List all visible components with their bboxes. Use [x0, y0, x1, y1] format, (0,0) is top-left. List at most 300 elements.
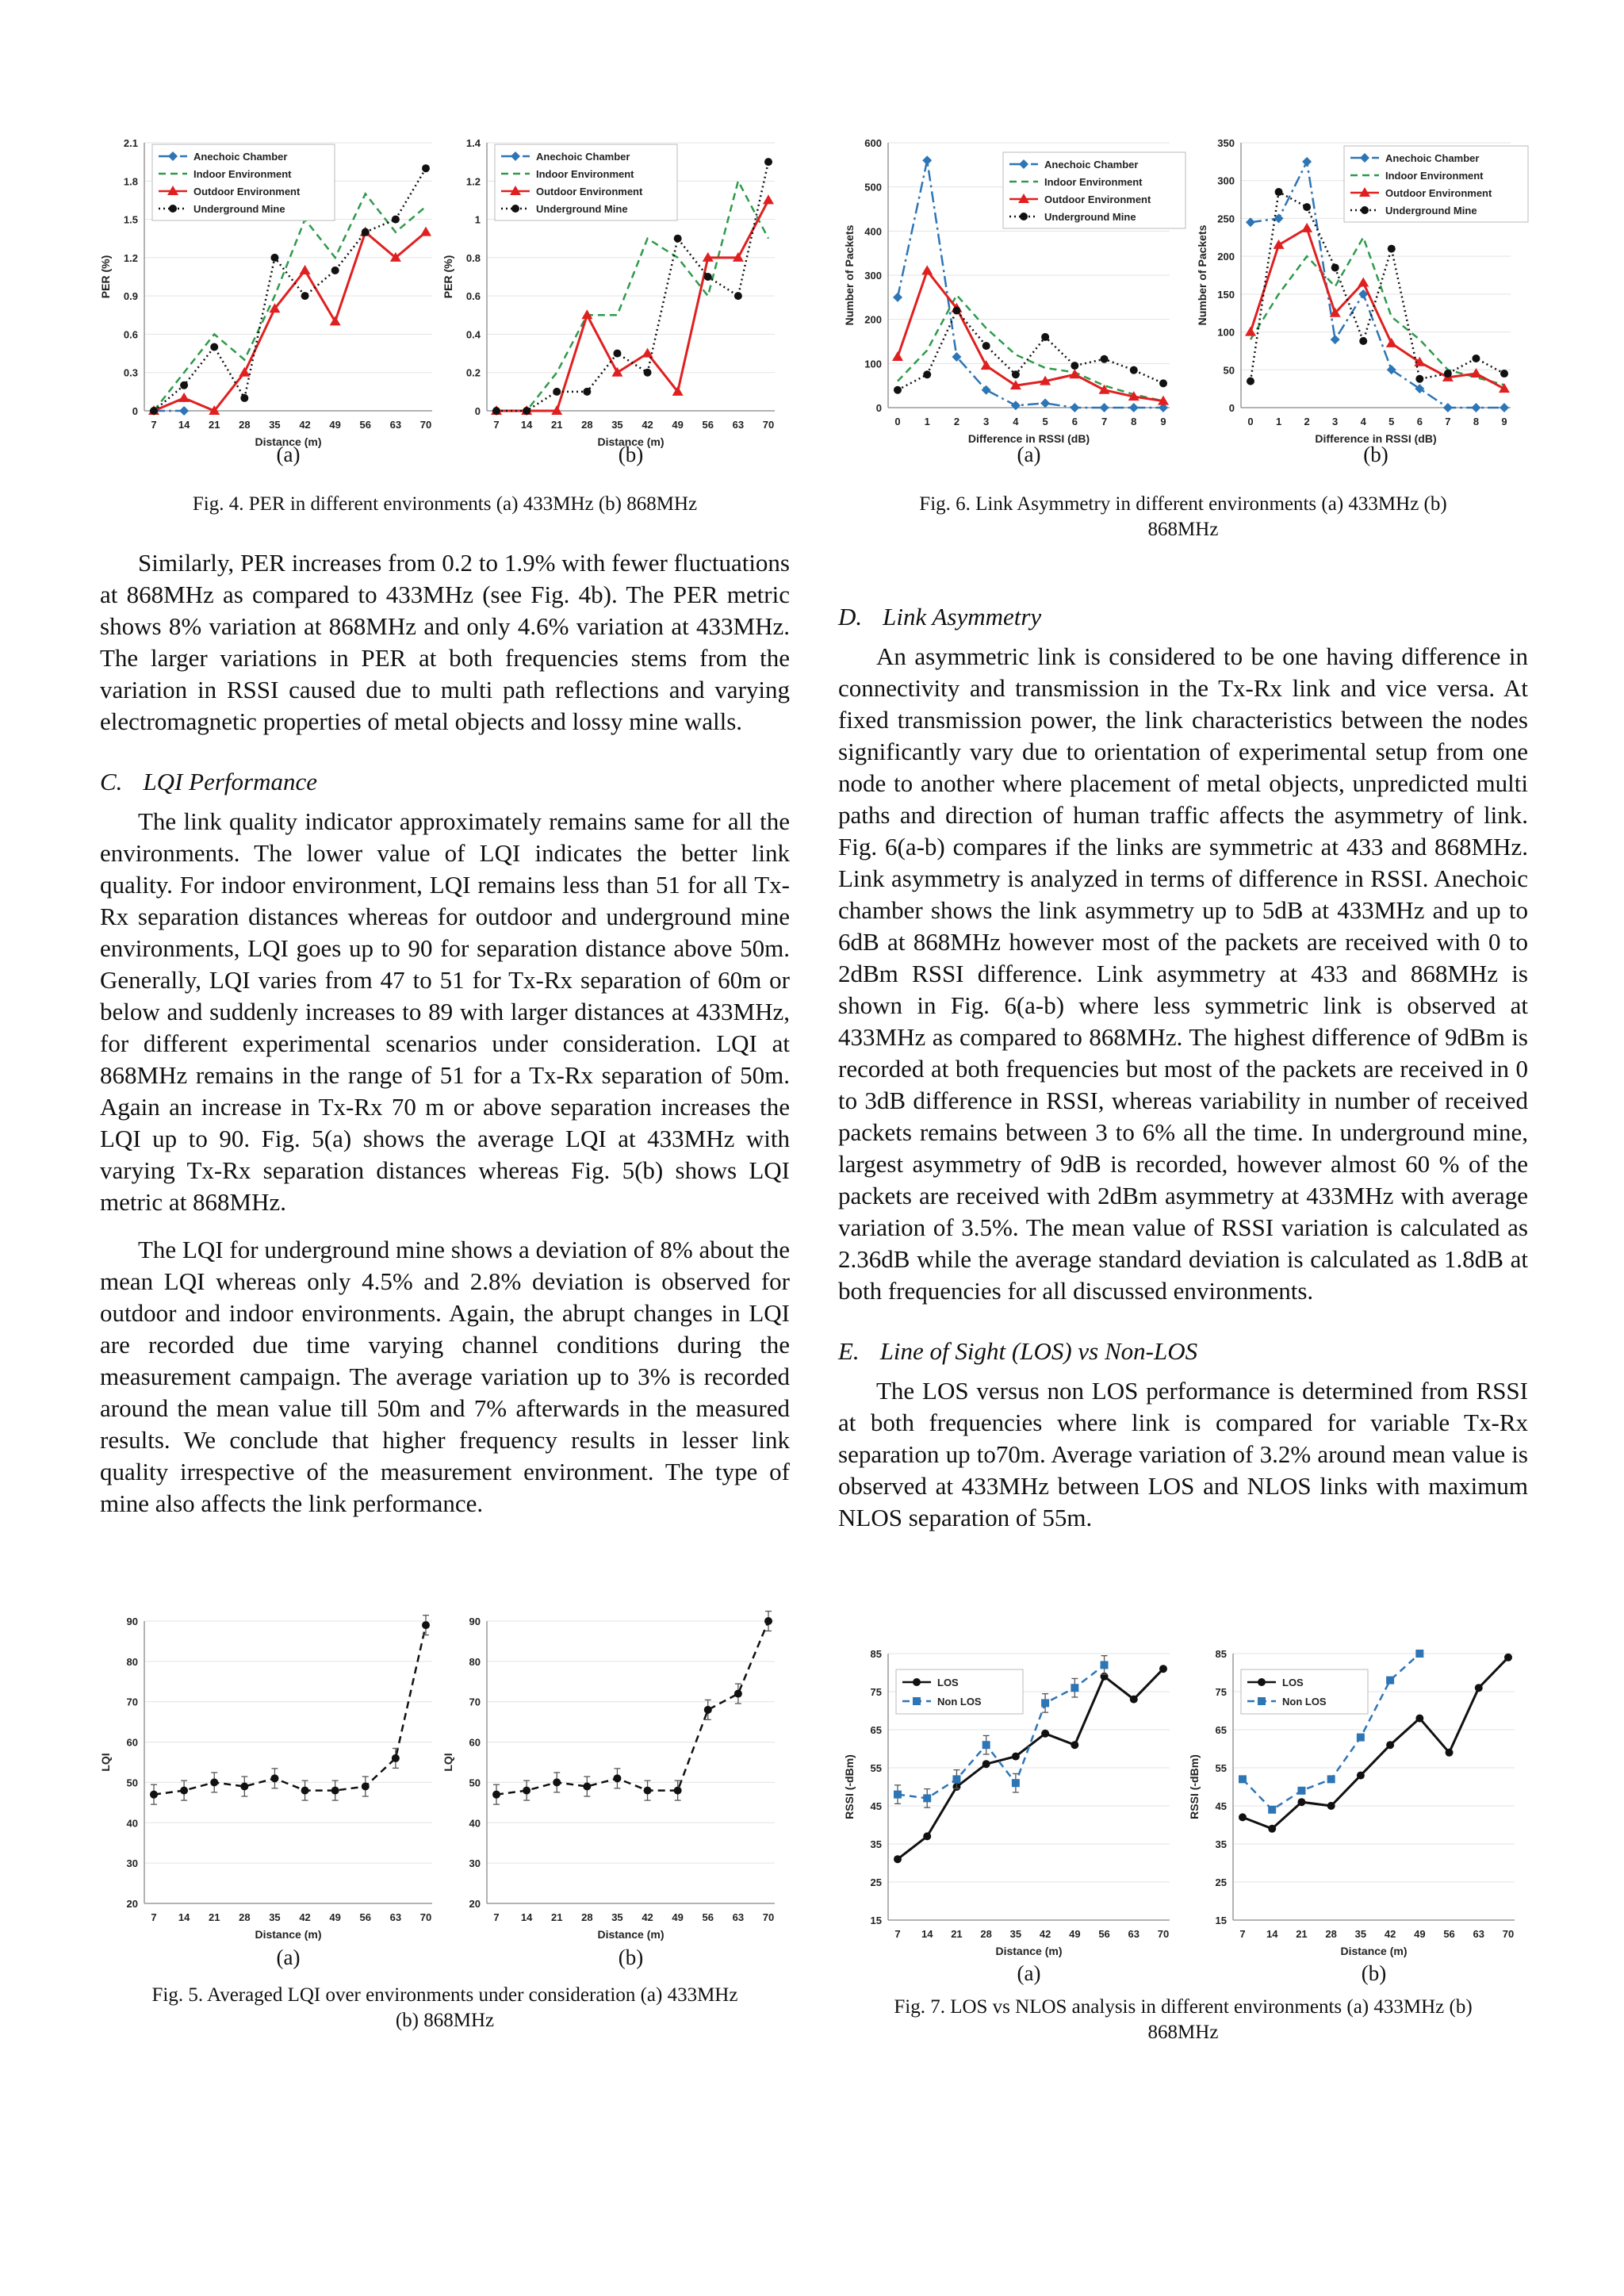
data-point	[553, 388, 561, 396]
data-point	[763, 194, 774, 204]
legend-label: Indoor Environment	[1385, 170, 1484, 182]
y-tick-label: 0.3	[123, 366, 138, 379]
legend-label: Underground Mine	[1044, 211, 1136, 223]
paragraph: The LQI for underground mine shows a deviation of 8% about the mean LQI whereas only 4.5% and 2.8% deviation is observed for outdoor and indoor environments. Again, the abrupt changes in LQI are recorded due time varying channel conditions during the measurement campaign. The average variation up to 3% is recorded around the mean value till 50m and 7% afterwards in the measured results. We conclude that higher frequency results in lesser link quality irrespective of the measurement environment. The type of mine also affects the link performance.	[100, 1236, 790, 1517]
series-line	[898, 270, 1163, 401]
data-point	[1070, 403, 1079, 412]
fig7a-chart	[833, 1638, 1182, 1987]
x-tick-label: 63	[1473, 1928, 1485, 1940]
data-point	[1100, 403, 1109, 412]
legend-label: LOS	[1282, 1677, 1304, 1688]
legend-marker	[1020, 213, 1028, 220]
fig4a-chart	[95, 135, 444, 468]
series-line	[154, 232, 426, 411]
data-point	[982, 342, 990, 350]
data-point	[921, 265, 933, 274]
fig7-caption: Fig. 7. LOS vs NLOS analysis in different environments (a) 433MHz (b) 868MHz	[894, 1996, 1473, 2043]
legend-label: Underground Mine	[1385, 205, 1477, 217]
x-tick-label: 9	[1501, 416, 1507, 427]
section-heading	[838, 601, 1528, 633]
y-tick-label: 90	[126, 1616, 138, 1627]
legend-label: Indoor Environment	[193, 168, 292, 180]
data-point	[1239, 1813, 1247, 1821]
y-tick-label: 0.6	[123, 328, 138, 341]
legend-marker	[1258, 1697, 1266, 1705]
data-point	[422, 1621, 430, 1629]
y-tick-label: 85	[1215, 1648, 1227, 1660]
y-tick-label: 75	[870, 1686, 882, 1698]
data-point	[1475, 1684, 1483, 1692]
x-tick-label: 8	[1131, 416, 1137, 427]
y-tick-label: 55	[1215, 1762, 1227, 1774]
data-point	[1012, 1779, 1020, 1787]
x-tick-label: 3	[983, 416, 990, 427]
x-tick-label: 0	[894, 416, 901, 427]
data-point	[674, 235, 682, 243]
paragraph: The link quality indicator approximately remains same for all the environments. The lower value of LQI indicates the better link quality. For indoor environment, LQI remains less than 51 for all Tx-Rx separation distances whereas for outdoor and underground mine environments, LQI goes up to 90 for separation distance above 50m. Generally, LQI varies from 47 to 51 for Tx-Rx separation of 60m or below and suddenly increases to 89 with larger distances at 433MHz, for different experimental scenarios under consideration. LQI at 868MHz remains in the range of 51 for a Tx-Rx separation of 50m. Again an increase in Tx-Rx 70 m or above separation increases the LQI up to 90. Fig. 5(a) shows the average LQI at 433MHz with varying Tx-Rx separation distances whereas Fig. 5(b) shows LQI metric at 868MHz.	[100, 807, 790, 1216]
x-tick-label: 7	[151, 1911, 157, 1923]
x-tick-label: 70	[1502, 1928, 1515, 1940]
y-tick-label: 600	[864, 137, 882, 149]
data-point	[1101, 355, 1109, 363]
x-tick-label: 7	[151, 419, 157, 431]
data-point	[300, 265, 311, 274]
x-tick-label: 42	[642, 419, 653, 431]
data-point	[1388, 245, 1396, 253]
y-tick-label: 65	[1215, 1724, 1227, 1736]
y-tick-label: 50	[469, 1777, 481, 1789]
data-point	[1386, 1677, 1394, 1685]
data-point	[1358, 278, 1369, 287]
data-point	[1357, 1772, 1365, 1780]
data-point	[492, 1791, 500, 1799]
data-point	[1446, 1749, 1454, 1757]
y-tick-label: 85	[870, 1648, 882, 1660]
fig6b-chart	[1185, 135, 1534, 468]
data-point	[1415, 1650, 1423, 1658]
fig6-caption: Fig. 6. Link Asymmetry in different environments (a) 433MHz (b) 868MHz	[919, 493, 1447, 540]
y-tick-label: 40	[126, 1817, 138, 1830]
x-tick-label: 7	[1445, 416, 1451, 427]
y-tick-label: 15	[870, 1915, 882, 1926]
y-tick-label: 0.8	[465, 251, 481, 264]
legend-label: Anechoic Chamber	[536, 151, 630, 163]
data-point	[613, 350, 621, 358]
x-axis-label: Distance (m)	[255, 1928, 322, 1941]
data-point	[893, 293, 902, 302]
legend-label: Underground Mine	[193, 203, 285, 215]
data-point	[923, 370, 931, 378]
y-axis-label: LQI	[442, 1753, 454, 1772]
x-tick-label: 6	[1416, 416, 1423, 427]
data-point	[1129, 403, 1139, 412]
figure-7b	[1178, 1638, 1526, 1987]
data-point	[1071, 1684, 1078, 1692]
data-point	[1415, 1715, 1423, 1723]
x-axis-label: Difference in RSSI (dB)	[967, 432, 1090, 445]
y-tick-label: 80	[126, 1655, 138, 1668]
y-tick-label: 20	[126, 1898, 138, 1910]
x-tick-label: 5	[1042, 416, 1048, 427]
series-lqi	[492, 1612, 772, 1805]
y-tick-label: 200	[864, 313, 882, 326]
data-point	[1415, 375, 1423, 383]
data-point	[331, 1787, 339, 1795]
y-tick-label: 90	[469, 1616, 481, 1627]
chart-legend	[1241, 1669, 1368, 1714]
chart-legend	[152, 144, 335, 220]
section-title: Line of Sight (LOS) vs Non-LOS	[879, 1337, 1198, 1365]
figure-4	[95, 135, 444, 468]
legend-label: Outdoor Environment	[536, 186, 643, 197]
x-tick-label: 70	[419, 419, 432, 431]
data-point	[1303, 203, 1311, 211]
y-tick-label: 0.6	[465, 290, 481, 303]
x-tick-label: 56	[702, 1911, 714, 1923]
data-point	[1012, 1753, 1020, 1761]
data-point	[150, 407, 158, 415]
legend-label: Indoor Environment	[1044, 176, 1143, 188]
legend-marker	[1258, 1678, 1266, 1686]
data-point	[923, 1832, 931, 1840]
data-point	[982, 1760, 990, 1768]
x-tick-label: 49	[329, 1911, 341, 1923]
data-point	[1247, 378, 1254, 385]
y-tick-label: 65	[870, 1724, 882, 1736]
data-point	[1041, 1699, 1049, 1707]
y-tick-label: 60	[469, 1736, 481, 1749]
data-point	[952, 307, 960, 315]
sub-caption: (b)	[618, 443, 644, 466]
series-line	[154, 194, 426, 411]
y-tick-label: 35	[870, 1838, 882, 1850]
data-point	[644, 369, 652, 377]
chart-legend	[1003, 152, 1185, 228]
x-tick-label: 21	[1296, 1928, 1308, 1940]
data-point	[1246, 217, 1255, 227]
series-outdoor-environment	[892, 265, 1169, 404]
legend-label: Outdoor Environment	[193, 186, 301, 197]
y-tick-label: 300	[1217, 174, 1235, 187]
series-indoor-environment	[154, 194, 426, 411]
x-tick-label: 56	[359, 1911, 372, 1923]
x-tick-label: 28	[581, 419, 593, 431]
y-tick-label: 2.1	[123, 137, 138, 149]
data-point	[1101, 1661, 1109, 1669]
data-point	[1041, 1730, 1049, 1738]
data-point	[952, 1775, 960, 1783]
y-tick-label: 1.4	[465, 137, 481, 149]
x-tick-label: 63	[732, 419, 745, 431]
data-point	[523, 1787, 530, 1795]
data-point	[240, 1783, 248, 1791]
x-tick-label: 49	[1069, 1928, 1081, 1940]
data-point	[1012, 370, 1020, 378]
legend-label: Non LOS	[937, 1696, 982, 1708]
data-point	[330, 316, 341, 325]
fig5b-chart	[438, 1610, 787, 1971]
data-point	[1500, 403, 1509, 412]
data-point	[1040, 398, 1050, 408]
x-tick-label: 35	[269, 1911, 281, 1923]
x-tick-label: 14	[520, 1911, 533, 1923]
data-point	[492, 407, 500, 415]
y-tick-label: 0	[474, 405, 481, 417]
y-axis-label: LQI	[99, 1753, 112, 1772]
x-tick-label: 35	[611, 419, 623, 431]
data-point	[894, 1791, 902, 1799]
figure-5	[95, 1610, 444, 1971]
data-point	[1500, 370, 1508, 378]
x-tick-label: 35	[1009, 1928, 1022, 1940]
x-axis-label: Distance (m)	[995, 1945, 1063, 1957]
data-point	[239, 367, 250, 377]
x-axis-label: Difference in RSSI (dB)	[1315, 432, 1437, 445]
sub-caption: (b)	[1363, 443, 1388, 466]
data-point	[331, 266, 339, 274]
x-tick-label: 7	[1101, 416, 1108, 427]
x-tick-label: 2	[953, 416, 960, 427]
x-axis-label: Distance (m)	[1340, 1945, 1408, 1957]
figure-6	[833, 135, 1189, 468]
data-point	[1297, 1787, 1305, 1795]
section-heading	[100, 766, 790, 798]
data-point	[210, 1778, 218, 1786]
y-tick-label: 40	[469, 1817, 481, 1830]
legend-label: Anechoic Chamber	[193, 151, 288, 163]
y-tick-label: 30	[126, 1857, 138, 1870]
data-point	[180, 381, 188, 389]
data-point	[178, 393, 190, 402]
data-point	[240, 394, 248, 402]
fig5a-chart	[95, 1610, 444, 1971]
x-tick-label: 35	[611, 1911, 623, 1923]
x-tick-label: 42	[642, 1911, 653, 1923]
data-point	[1159, 379, 1167, 387]
data-point	[922, 155, 932, 165]
y-tick-label: 70	[126, 1696, 138, 1708]
data-point	[894, 1855, 902, 1863]
data-point	[392, 216, 400, 224]
x-tick-label: 21	[550, 419, 563, 431]
data-point	[764, 158, 772, 166]
x-tick-label: 2	[1304, 416, 1310, 427]
data-point	[553, 1778, 561, 1786]
data-point	[704, 1706, 712, 1714]
data-point	[1443, 403, 1453, 412]
fig7b-chart	[1178, 1638, 1526, 1987]
figure-4b	[438, 135, 787, 468]
sub-caption: (a)	[1017, 1961, 1041, 1985]
y-tick-label: 75	[1215, 1686, 1227, 1698]
data-point	[1444, 370, 1452, 378]
data-point	[583, 388, 591, 396]
series-outdoor-environment	[491, 194, 774, 415]
x-tick-label: 35	[269, 419, 281, 431]
data-point	[704, 273, 712, 281]
y-tick-label: 0.4	[465, 328, 481, 341]
chart-legend	[495, 144, 677, 220]
fig4-caption: Fig. 4. PER in different environments (a) 433MHz (b) 868MHz	[192, 493, 698, 515]
y-tick-label: 0	[875, 402, 882, 414]
figure-7	[833, 1638, 1182, 1987]
x-tick-label: 63	[389, 1911, 402, 1923]
section-heading	[838, 1336, 1528, 1367]
y-tick-label: 150	[1217, 288, 1235, 301]
x-tick-label: 70	[762, 419, 775, 431]
legend-label: Anechoic Chamber	[1044, 159, 1139, 171]
legend-label: Non LOS	[1282, 1696, 1327, 1708]
y-tick-label: 0	[1228, 402, 1235, 414]
data-point	[1239, 1775, 1247, 1783]
x-tick-label: 0	[1247, 416, 1254, 427]
legend-label: Indoor Environment	[536, 168, 634, 180]
series-outdoor-environment	[148, 227, 431, 415]
y-tick-label: 1.2	[465, 175, 481, 188]
x-tick-label: 28	[239, 1911, 251, 1923]
x-tick-label: 21	[550, 1911, 563, 1923]
data-point	[1386, 1741, 1394, 1749]
y-tick-label: 35	[1215, 1838, 1227, 1850]
y-tick-label: 0.2	[465, 366, 481, 379]
x-tick-label: 42	[299, 419, 311, 431]
legend-marker	[913, 1678, 921, 1686]
x-tick-label: 49	[672, 419, 684, 431]
x-tick-label: 63	[1128, 1928, 1140, 1940]
fig6a-chart	[833, 135, 1189, 468]
x-tick-label: 56	[359, 419, 372, 431]
x-tick-label: 6	[1071, 416, 1078, 427]
legend-marker	[1361, 206, 1369, 214]
data-point	[613, 1774, 621, 1782]
data-point	[362, 228, 370, 236]
series-line	[898, 311, 1163, 390]
y-tick-label: 500	[864, 181, 882, 194]
sub-caption: (b)	[618, 1945, 644, 1969]
chart-legend	[896, 1669, 1023, 1714]
data-point	[1301, 223, 1312, 232]
data-point	[583, 1783, 591, 1791]
data-point	[981, 360, 992, 370]
y-axis-label: PER (%)	[99, 255, 112, 299]
y-tick-label: 1.8	[123, 175, 138, 188]
data-point	[1130, 366, 1138, 374]
legend-label: LOS	[937, 1677, 959, 1688]
series-line	[496, 200, 768, 411]
legend-label: Anechoic Chamber	[1385, 152, 1480, 164]
data-point	[362, 1783, 370, 1791]
fig4b-chart	[438, 135, 787, 468]
y-tick-label: 55	[870, 1762, 882, 1774]
series-line	[496, 1621, 768, 1795]
data-point	[523, 407, 530, 415]
data-point	[1504, 1654, 1512, 1662]
legend-label: Outdoor Environment	[1385, 187, 1492, 199]
sub-caption: (a)	[276, 1945, 301, 1969]
y-tick-label: 50	[1223, 364, 1235, 377]
section-title: Link Asymmetry	[883, 603, 1042, 631]
x-tick-label: 56	[1098, 1928, 1110, 1940]
x-tick-label: 42	[1039, 1928, 1051, 1940]
data-point	[1471, 403, 1480, 412]
x-tick-label: 14	[520, 419, 533, 431]
y-tick-label: 1	[474, 213, 481, 226]
x-tick-label: 63	[389, 419, 402, 431]
x-tick-label: 49	[329, 419, 341, 431]
x-tick-label: 7	[493, 419, 500, 431]
series-line	[154, 1625, 426, 1795]
y-axis-label: PER (%)	[442, 255, 454, 299]
data-point	[179, 406, 189, 416]
x-tick-label: 4	[1360, 416, 1366, 427]
y-tick-label: 0.9	[123, 290, 138, 303]
right-text-column	[838, 573, 1528, 1550]
data-point	[1327, 1802, 1335, 1810]
x-tick-label: 21	[208, 419, 220, 431]
data-point	[674, 1787, 682, 1795]
data-point	[301, 1787, 309, 1795]
series-line	[898, 295, 1163, 401]
section-number: C.	[100, 768, 123, 795]
x-tick-label: 7	[1239, 1928, 1246, 1940]
y-tick-label: 20	[469, 1898, 481, 1910]
data-point	[420, 227, 431, 236]
y-tick-label: 250	[1217, 213, 1235, 225]
data-point	[180, 1787, 188, 1795]
legend-marker	[913, 1697, 921, 1705]
chart-legend	[1344, 146, 1528, 222]
data-point	[1071, 1741, 1078, 1749]
data-point	[982, 385, 991, 395]
data-point	[422, 164, 430, 172]
data-point	[734, 1690, 742, 1698]
paragraph: An asymmetric link is considered to be one having difference in connectivity and transmission in the Tx-Rx link and vice versa. At fixed transmission power, the link characteristics between the nodes significantly vary due to orientation of experimental setup from one node to another where placement of metal objects, unpredicted multi paths and direction of human traffic affects the asymmetry of link. Fig. 6(a-b) compares if the links are symmetric at 433 and 868MHz. Link asymmetry is analyzed in terms of difference in RSSI. Anechoic chamber shows the link asymmetry up to 5dB at 433MHz and up to 6dB at 868MHz however most of the packets are received with 0 to 2dBm RSSI difference. Link asymmetry at 433 and 868MHz is shown in Fig. 6(a-b) where less symmetric link is observed at 433MHz as compared to 868MHz. The highest difference of 9dBm is recorded at both frequencies but most of the packets are received in 0 to 3dB difference in RSSI, whereas variability in number of received packets remains between 3 to 6% all the time. In underground mine, largest asymmetry of 9dB is recorded, however almost 60 % of the packets are received with 2dBm asymmetry at 433MHz with average variation of 3.5%. The mean value of RSSI variation is calculated as 2.36dB while the average standard deviation is calculated as 1.8dB at both frequencies for all discussed environments.	[838, 642, 1528, 1305]
y-axis-label: RSSI (-dBm)	[1188, 1754, 1201, 1819]
y-tick-label: 200	[1217, 251, 1235, 263]
data-point	[611, 367, 622, 377]
y-tick-label: 300	[864, 270, 882, 282]
legend-marker	[511, 205, 519, 213]
y-tick-label: 0	[132, 405, 138, 417]
y-tick-label: 30	[469, 1857, 481, 1870]
y-tick-label: 25	[1215, 1876, 1227, 1888]
series-outdoor-environment	[1245, 223, 1510, 393]
x-tick-label: 28	[980, 1928, 992, 1940]
y-axis-label: Number of Packets	[1196, 224, 1208, 326]
y-tick-label: 350	[1217, 137, 1235, 149]
legend-label: Outdoor Environment	[1044, 194, 1151, 205]
data-point	[1275, 188, 1283, 196]
x-tick-label: 21	[208, 1911, 220, 1923]
data-point	[894, 386, 902, 394]
sub-caption: (a)	[1017, 443, 1041, 466]
x-tick-label: 49	[1414, 1928, 1426, 1940]
section-number: E.	[838, 1337, 860, 1365]
data-point	[1245, 327, 1256, 336]
series-indoor-environment	[898, 295, 1163, 401]
figure-5b	[438, 1610, 787, 1971]
y-tick-label: 50	[126, 1777, 138, 1789]
data-point	[392, 1754, 400, 1762]
series-lqi	[150, 1616, 430, 1805]
sub-caption: (b)	[1361, 1961, 1387, 1985]
data-point	[644, 1787, 652, 1795]
section-title: LQI Performance	[143, 768, 317, 795]
data-point	[270, 1774, 278, 1782]
figure-6b	[1185, 135, 1534, 468]
x-tick-label: 63	[732, 1911, 745, 1923]
data-point	[1331, 335, 1340, 344]
